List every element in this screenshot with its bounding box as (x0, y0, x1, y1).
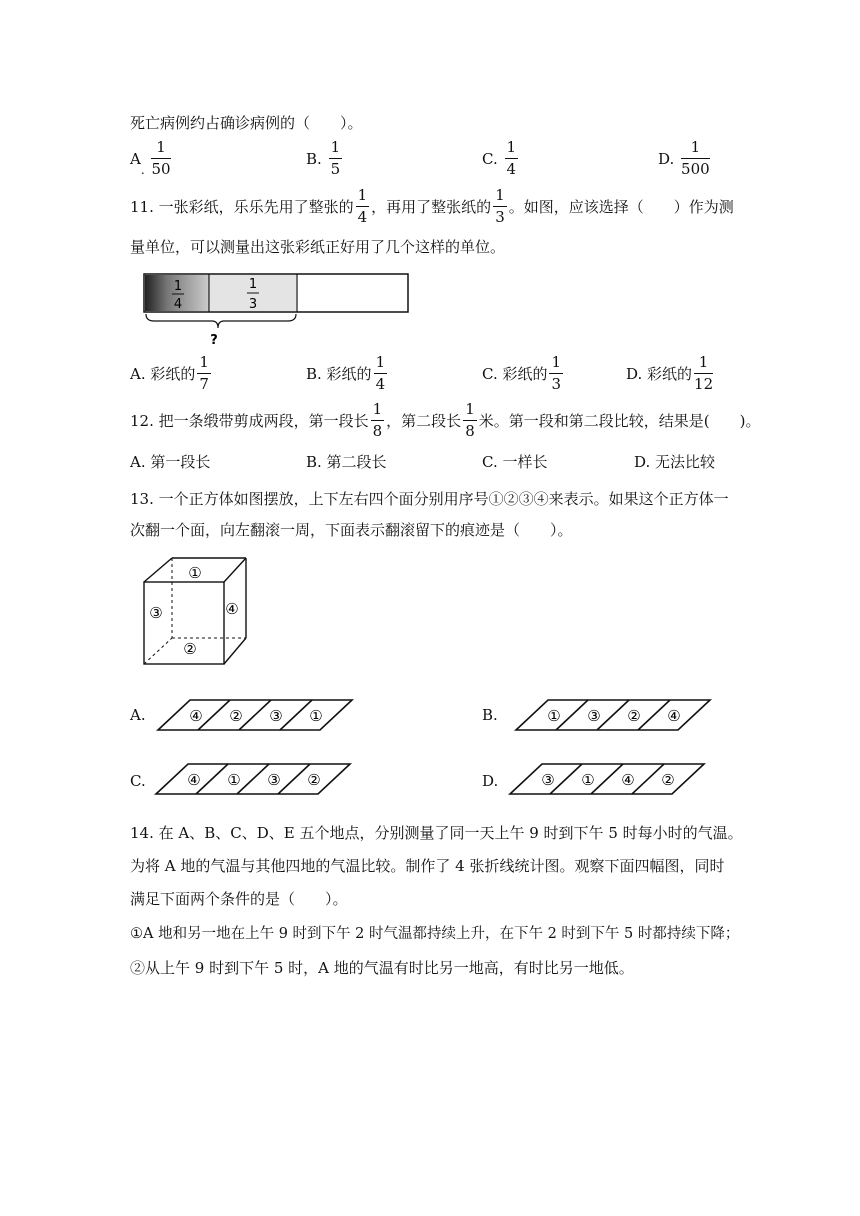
q11-option-a[interactable] (130, 355, 213, 392)
fraction: $\frac{1}{500}$ (681, 138, 710, 178)
option-letter: B. (306, 149, 322, 168)
strip-face: ③ (541, 771, 555, 789)
q11-stem-line1 (130, 188, 734, 225)
fraction: $\frac{1}{3}$ (551, 353, 562, 393)
q14-condition-2: ②从上午 9 时到下午 5 时，A 地的气温有时比另一地高，有时比另一地低。 (130, 959, 634, 977)
q13-stem-line1: 13. 一个正方体如图摆放，上下左右四个面分别用序号①②③④来表示。如果这个正方体一 (130, 490, 729, 508)
fraction: $\frac{1}{4}$ (375, 353, 386, 393)
option-letter: C. (482, 149, 498, 168)
q10-option-b[interactable] (306, 140, 344, 177)
option-label: B. 彩纸的 (306, 365, 372, 383)
fraction: $\frac{1}{4}$ (357, 186, 368, 226)
option-label: D. 彩纸的 (626, 365, 693, 383)
cube-face-bottom: ② (183, 640, 197, 658)
brace (146, 314, 296, 328)
strip-face: ① (227, 771, 241, 789)
fraction: $\frac{1}{7}$ (199, 353, 209, 393)
fig-frac2-den: 3 (248, 297, 258, 312)
q14-stem-line1: 14. 在 A、B、C、D、E 五个地点，分别测量了同一天上午 9 时到下午 5 时每小时的气温。 (130, 824, 743, 842)
q10-stem: 死亡病例约占确诊病例的（ ）。 (130, 114, 363, 132)
q13-option-c-strip[interactable] (154, 760, 354, 800)
q14-stem-line2: 为将 A 地的气温与其他四地的气温比较。制作了 4 张折线统计图。观察下面四幅图，同时 (130, 857, 725, 875)
fraction: $\frac{1}{12}$ (694, 353, 714, 393)
strip-face: ④ (667, 707, 681, 725)
fig-frac1-num: 1 (173, 279, 183, 294)
stem-text: 12. 把一条缎带剪成两段，第一段长 (130, 412, 369, 430)
strip-face: ③ (587, 707, 601, 725)
q13-option-b-strip[interactable] (514, 696, 714, 736)
q13-option-a-strip[interactable] (156, 696, 356, 736)
cube-face-right: ④ (225, 600, 239, 618)
q14-stem-line3: 满足下面两个条件的是（ ）。 (130, 890, 348, 908)
q12-option-a[interactable]: A. 第一段长 (130, 453, 211, 471)
stem-text: 11. 一张彩纸，乐乐先用了整张的 (130, 198, 354, 216)
option-label: C. 彩纸的 (482, 365, 548, 383)
strip-face: ④ (621, 771, 635, 789)
fig-frac2-num: 1 (248, 277, 258, 292)
fraction: $\frac{1}{5}$ (330, 138, 341, 178)
q12-option-b[interactable]: B. 第二段长 (306, 453, 387, 471)
cube-face-left: ③ (149, 604, 163, 622)
q13-stem-line2: 次翻一个面，向左翻滚一周，下面表示翻滚留下的痕迹是（ ）。 (130, 521, 573, 539)
option-letter: A (130, 149, 141, 168)
strip-face: ② (661, 771, 675, 789)
q11-option-c[interactable] (482, 355, 565, 392)
q12-stem (130, 402, 760, 439)
q13-option-d-letter[interactable]: D. (482, 772, 499, 790)
strip-face: ③ (269, 707, 283, 725)
cube-face-top: ① (188, 564, 202, 582)
q11-option-d[interactable] (626, 355, 715, 392)
q13-option-a-letter[interactable]: A. (130, 706, 146, 724)
fraction: $\frac{1}{4}$ (506, 138, 517, 178)
q12-option-d[interactable]: D. 无法比较 (634, 453, 716, 471)
q13-option-c-letter[interactable]: C. (130, 772, 146, 790)
strip-face: ② (627, 707, 641, 725)
fraction: $\frac{1}{8}$ (465, 400, 475, 440)
q14-condition-1: ①A 地和另一地在上午 9 时到下午 2 时气温都持续上升，在下午 2 时到下午 5 时都持续下降； (130, 926, 740, 942)
stem-text: ，再用了整张纸的 (371, 198, 492, 216)
paper-strip-figure (140, 268, 412, 350)
q10-option-a[interactable] (130, 140, 173, 177)
question-mark: ? (210, 333, 218, 348)
fraction: $\frac{1}{8}$ (372, 400, 383, 440)
stem-text: 。如图，应该选择（ ）作为测 (508, 198, 734, 216)
q10-option-c[interactable] (482, 140, 520, 177)
option-separator: . (140, 162, 145, 177)
fig-frac1-den: 4 (173, 297, 183, 312)
strip-face: ① (547, 707, 561, 725)
stem-text: ，第二段长 (386, 412, 462, 430)
strip-face: ④ (187, 771, 201, 789)
stem-text: 米。第一段和第二段比较，结果是( )。 (478, 412, 761, 430)
q12-option-c[interactable]: C. 一样长 (482, 453, 548, 471)
strip-face: ① (309, 707, 323, 725)
strip-face: ③ (267, 771, 281, 789)
q11-stem-line2: 量单位，可以测量出这张彩纸正好用了几个这样的单位。 (130, 238, 506, 256)
strip-face: ④ (189, 707, 203, 725)
q13-option-d-strip[interactable] (508, 760, 708, 800)
option-label: A. 彩纸的 (130, 365, 196, 383)
strip-face: ② (307, 771, 321, 789)
fraction: $\frac{1}{3}$ (495, 186, 505, 226)
q11-option-b[interactable] (306, 355, 389, 392)
option-letter: D. (658, 149, 675, 168)
q10-option-d[interactable] (658, 140, 712, 177)
strip-face: ① (581, 771, 595, 789)
cube-figure (136, 552, 256, 670)
strip-face: ② (229, 707, 243, 725)
q13-option-b-letter[interactable]: B. (482, 706, 498, 724)
fraction: $\frac{1}{50}$ (151, 138, 171, 178)
